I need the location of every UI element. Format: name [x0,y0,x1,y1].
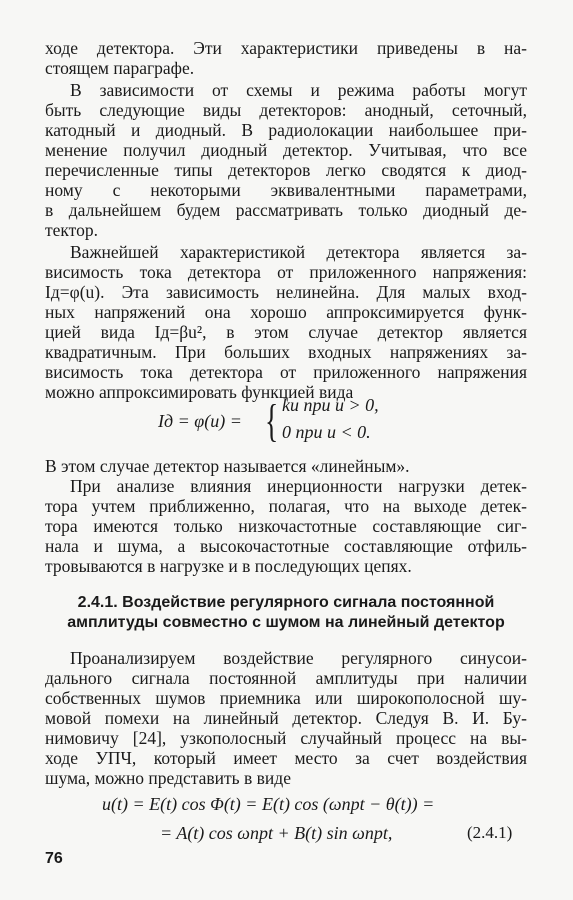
formula-row: u(t) = E(t) cos Φ(t) = E(t) cos (ωпрt − θ(t)) = [102,794,435,814]
section-heading: амплитуды совместно с шумом на линейный детектор [67,614,505,631]
text-line: цией вида Iд=βu², в этом случае детектор является [45,322,527,342]
text-line: тора имеются только низкочастотные составляющие сиг- [45,516,527,536]
text-line: При анализе влияния инерционности нагрузки детек- [70,476,527,496]
text-line: Проанализируем воздействие регулярного синусои- [70,648,527,668]
text-line: мовой помехи на линейный детектор. Следуя В. И. Бу- [45,708,527,728]
text-line: нимовичу [24], узкополосный случайный процесс на вы- [45,728,527,748]
text-line: нала и шума, а высокочастотные составляющие отфиль- [45,536,527,556]
text-line: катодный и диодный. В радиолокации наибольшее при- [45,120,527,140]
formula-row: = A(t) cos ωпрt + B(t) sin ωпрt, [160,823,393,843]
text-line: перечисленные типы детекторов легко сводятся к диод- [45,160,527,180]
formula-brace: { [265,395,279,446]
formula-lhs: Iд = φ(u) = [158,411,242,431]
text-line: висимость тока детектора от приложенного напряжения [45,362,527,382]
formula-row: ku при u > 0, [282,395,379,415]
text-line: В этом случае детектор называется «линейным». [45,456,410,476]
section-heading: 2.4.1. Воздействие регулярного сигнала постоянной [77,594,495,611]
text-line: собственных шумов приемника или широкополосной шу- [45,688,527,708]
text-line: тровываются в нагрузке и в последующих цепях. [45,556,412,576]
text-line: Важнейшей характеристикой детектора является за- [70,242,527,262]
text-line: тора учтем приближенно, полагая, что на выходе детек- [45,496,527,516]
equation-number: (2.4.1) [467,823,513,842]
text-line: Iд=φ(u). Эта зависимость нелинейна. Для малых вход- [45,282,527,302]
formula-row: 0 при u < 0. [282,422,371,442]
text-line: быть следующие виды детекторов: анодный, сеточный, [45,100,527,120]
text-line: висимость тока детектора от приложенного напряжения: [45,262,527,282]
page-number: 76 [45,850,63,867]
text-line: тектор. [45,220,98,240]
text-line: В зависимости от схемы и режима работы могут [70,80,527,100]
text-line: в дальнейшем будем рассматривать только диодный де- [45,200,527,220]
text-line: ных напряжений она хорошо аппроксимируется функ- [45,302,527,322]
text-line: квадратичным. При больших входных напряжениях за- [45,342,527,362]
text-line: ходе УПЧ, который имеет место за счет воздействия [45,748,527,768]
text-line: шума, можно представить в виде [45,768,291,788]
text-line: дального сигнала постоянной амплитуды при наличии [45,668,527,688]
text-line: можно аппроксимировать функцией вида [45,382,354,402]
text-line: ному с некоторыми эквивалентными параметрами, [45,180,527,200]
text-line: ходе детектора. Эти характеристики приведены в на- [45,38,527,58]
text-line: менение получил диодный детектор. Учитывая, что все [45,140,527,160]
text-line: стоящем параграфе. [45,58,195,78]
